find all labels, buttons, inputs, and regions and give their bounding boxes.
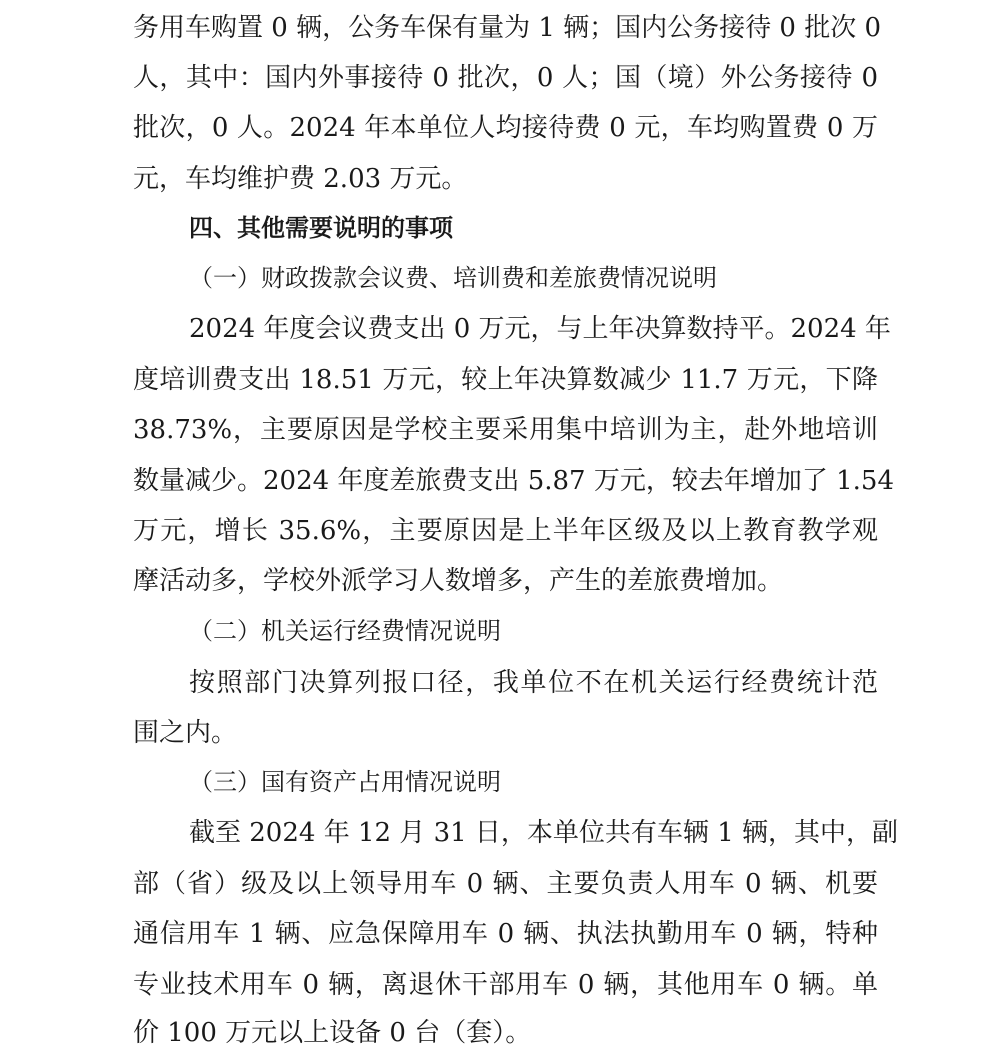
paragraph-line: 元，车均维护费 2.03 万元。 xyxy=(133,164,468,194)
section-heading: 四、其他需要说明的事项 xyxy=(189,214,453,242)
paragraph-line: 摩活动多，学校外派学习人数增多，产生的差旅费增加。 xyxy=(133,566,784,596)
paragraph-line: 专业技术用车 0 辆，离退休干部用车 0 辆，其他用车 0 辆。单 xyxy=(133,970,878,1000)
paragraph-line: 数量减少。2024 年度差旅费支出 5.87 万元，较去年增加了 1.54 xyxy=(133,466,895,496)
paragraph-line: 围之内。 xyxy=(133,718,238,748)
subsection-heading: （二）机关运行经费情况说明 xyxy=(189,617,501,645)
paragraph-line: 度培训费支出 18.51 万元，较上年决算数减少 11.7 万元，下降 xyxy=(133,365,878,395)
subsection-heading: （一）财政拨款会议费、培训费和差旅费情况说明 xyxy=(189,264,717,292)
subsection-heading: （三）国有资产占用情况说明 xyxy=(189,768,501,796)
paragraph-line: 部（省）级及以上领导用车 0 辆、主要负责人用车 0 辆、机要 xyxy=(133,869,878,899)
paragraph-line: 万元，增长 35.6%，主要原因是上半年区级及以上教育教学观 xyxy=(133,516,878,546)
paragraph-line: 按照部门决算列报口径，我单位不在机关运行经费统计范 xyxy=(189,668,878,698)
paragraph-line: 人，其中：国内外事接待 0 批次，0 人；国（境）外公务接待 0 xyxy=(133,63,878,93)
paragraph-line: 38.73%，主要原因是学校主要采用集中培训为主，赴外地培训 xyxy=(133,415,878,445)
paragraph-line: 务用车购置 0 辆，公务车保有量为 1 辆；国内公务接待 0 批次 0 xyxy=(133,13,882,43)
paragraph-line: 价 100 万元以上设备 0 台（套）。 xyxy=(133,1018,532,1048)
paragraph-line: 通信用车 1 辆、应急保障用车 0 辆、执法执勤用车 0 辆，特种 xyxy=(133,919,878,949)
paragraph-line: 截至 2024 年 12 月 31 日，本单位共有车辆 1 辆，其中，副 xyxy=(189,818,898,848)
paragraph-line: 批次，0 人。2024 年本单位人均接待费 0 元，车均购置费 0 万 xyxy=(133,113,878,143)
paragraph-line: 2024 年度会议费支出 0 万元，与上年决算数持平。2024 年 xyxy=(189,314,891,344)
